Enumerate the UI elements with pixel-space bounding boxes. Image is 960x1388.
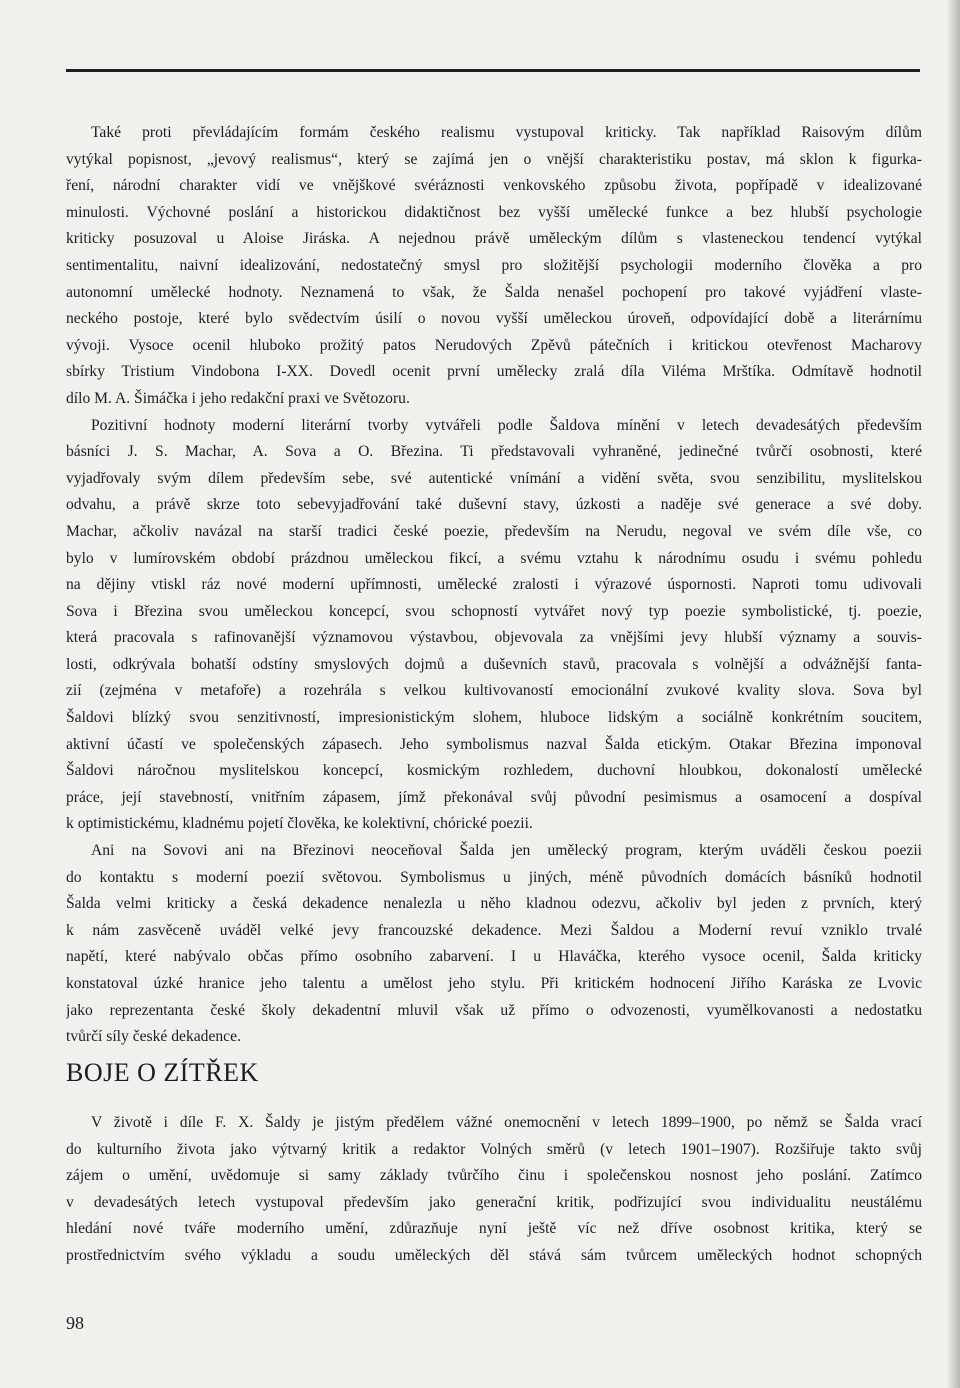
text-line: aktivní účastí ve společenských zápasech. Jeho symbolismus nazval Šalda etickým. Otakar Březina imponoval (66, 735, 922, 753)
page-number: 98 (66, 1313, 84, 1333)
section-heading: BOJE O ZÍTŘEK (66, 1058, 259, 1087)
paragraph-2 (66, 413, 922, 839)
text-line: Pozitivní hodnoty moderní literární tvorby vytvářeli podle Šaldova mínění v letech devadesátých především (91, 416, 922, 434)
text-line: vyjadřovaly svým dílem především sebe, své autentické vnímání a vidění světa, svou senzibilitu, myslitelskou (66, 469, 922, 487)
paragraph-3 (66, 838, 922, 1051)
header-rule (66, 69, 920, 72)
text-line: prostřednictvím svého výkladu a soudu uměleckých děl stává sám tvůrcem uměleckých hodnot schopných (66, 1246, 922, 1264)
text-line: k optimistickému, kladnému pojetí člověka, ke kolektivní, chórické poezii. (66, 815, 533, 833)
paragraph-1 (66, 120, 922, 413)
text-line: k nám zasvěceně uváděl velké jevy francouzské dekadence. Mezi Šaldou a Moderní revuí vzniklo trvalé (66, 921, 922, 939)
text-line: sbírky Tristium Vindobona I-XX. Dovedl ocenit první umělecky zralá díla Viléma Mrštíka. Odmítavě hodnotil (66, 363, 922, 381)
text-line: jako reprezentanta české školy dekadentní mluvil však už přímo o odvozenosti, vyumělkovanosti a nedostatku (66, 1001, 922, 1019)
text-line: na dějiny vtiskl ráz nové moderní upřímnosti, umělecké zralosti i výrazové úspornosti. Naproti tomu udivovali (66, 576, 922, 594)
text-line: minulosti. Výchovné poslání a historickou didaktičnost bez vyšší umělecké funkce a bez hlubší psychologie (66, 203, 922, 221)
text-line: tvůrčí síly české dekadence. (66, 1028, 241, 1046)
text-line: do kulturního života jako výtvarný kritik a redaktor Volných směrů (v letech 1901–1907). Rozšiřuje takto svůj (66, 1140, 922, 1158)
text-line: Šaldovi blízký svou senzitivností, impresionistickým slohem, hluboce lidským a sociálně konkrétním soucitem, (66, 709, 922, 727)
text-line: v devadesátých letech vystupoval především jako generační kritik, podřizující svou individualitu neustálému (66, 1193, 922, 1211)
text-line: zájem o umění, uvědomuje si samy základy tvůrčího činu i společenskou nosnost jeho poslání. Zatímco (66, 1167, 922, 1185)
text-line: sentimentalitu, naivní idealizování, nedostatečný smysl pro složitější psychologii moderního člověka a pro (66, 256, 922, 274)
text-line: zií (zejména v metafoře) a rozehrála s velkou kultivovaností emocionální zvukové kvality slova. Sova byl (66, 682, 922, 700)
text-line: vývoji. Vysoce ocenil hluboko prožitý patos Nerudových Zpěvů pátečních i kritickou otevřenost Macharovy (66, 336, 922, 354)
text-line: konstatoval úzké hranice jeho talentu a umělost jeho stylu. Při kritickém hodnocení Jiřího Karáska ze Lvovic (66, 975, 922, 992)
text-line: hledání nové tváře moderního umění, zdůrazňuje nyní ještě víc než dříve osobnost kritika, který se (66, 1220, 922, 1238)
text-line: Také proti převládajícím formám českého realismu vystupoval kriticky. Tak například Raisovým dílům (91, 124, 922, 141)
text-line: vytýkal popisnost, „jevový realismus“, který se zajímá jen o vnější charakteristiku postav, má sklon k figurka- (66, 150, 922, 168)
text-line: bylo v lumírovském období prázdnou uměleckou fikcí, a svému vztahu k národnímu osudu i svému pohledu (66, 549, 922, 567)
text-line: napětí, které nabývalo občas přímo osobního zabarvení. I u Hlaváčka, kterého vysoce ocenil, Šalda kriticky (66, 948, 922, 966)
text-line: práce, její stavebností, vnitřním zápasem, jímž překonával svůj původní pesimismus a osamocení a dospíval (66, 788, 922, 806)
text-line: kriticky posuzoval u Aloise Jiráska. A nejednou právě uměleckým dílům s vlasteneckou tendencí vytýkal (66, 230, 922, 248)
text-line: do kontaktu s moderní poezií světovou. Symbolismus u jiných, méně původních domácích básníků hodnotil (66, 868, 922, 886)
text-line: Šaldovi náročnou myslitelskou koncepcí, kosmickým rozhledem, duchovní hloubkou, dokonalostí umělecké (66, 762, 922, 780)
scan-edge-shadow (946, 0, 960, 1388)
text-line: losti, odkrývala bohatší odstíny smyslových dojmů a duševních stavů, pracovala s volnější a odvážnější fanta- (66, 655, 922, 673)
text-line: která pracovala s rafinovanější významovou výstavbou, objevovala za vnějšími jevy hlubší významy a souvis- (66, 629, 922, 647)
text-line: Šalda velmi kriticky a česká dekadence nenalezla u něho kladnou odezvu, ačkoliv byl jeden z prvních, který (66, 895, 922, 913)
text-line: neckého postoje, které bylo svědectvím úsilí o novou vyšší uměleckou úroveň, odpovídající době a literárnímu (66, 310, 922, 328)
body-text-top (66, 120, 922, 1051)
text-line: odvahu, a právě skrze toto sebevyjadřování také duševní stavy, úzkosti a naděje své generace a své doby. (66, 496, 922, 514)
text-line: dílo M. A. Šimáčka i jeho redakční praxi ve Světozoru. (66, 389, 410, 407)
text-line: ření, národní charakter vidí ve vnějškové svéráznosti venkovského způsobu života, popřípadě v idealizované (66, 177, 922, 195)
text-line: autonomní umělecké hodnoty. Neznamená to však, že Šalda nenašel pochopení pro takové vyjádření vlaste- (66, 283, 922, 301)
body-text-bottom (66, 1110, 922, 1270)
text-line: básníci J. S. Machar, A. Sova a O. Březina. Ti představovali vyhraněné, jedinečné tvůrčí osobnosti, které (66, 443, 922, 461)
text-line: V životě i díle F. X. Šaldy je jistým předělem vážné onemocnění v letech 1899–1900, po němž se Šalda vrací (91, 1114, 922, 1131)
text-line: Ani na Sovovi ani na Březinovi neoceňoval Šalda jen umělecký program, kterým uváděli českou poezii (91, 842, 922, 860)
text-line: Sova i Březina svou uměleckou koncepcí, svou schopností vytvářet nový typ poezie symbolistické, tj. poezie, (66, 602, 922, 620)
text-line: Machar, ačkoliv navázal na starší tradici české poezie, především na Nerudu, negoval ve svém díle vše, co (66, 522, 922, 540)
paragraph-4 (66, 1110, 922, 1270)
